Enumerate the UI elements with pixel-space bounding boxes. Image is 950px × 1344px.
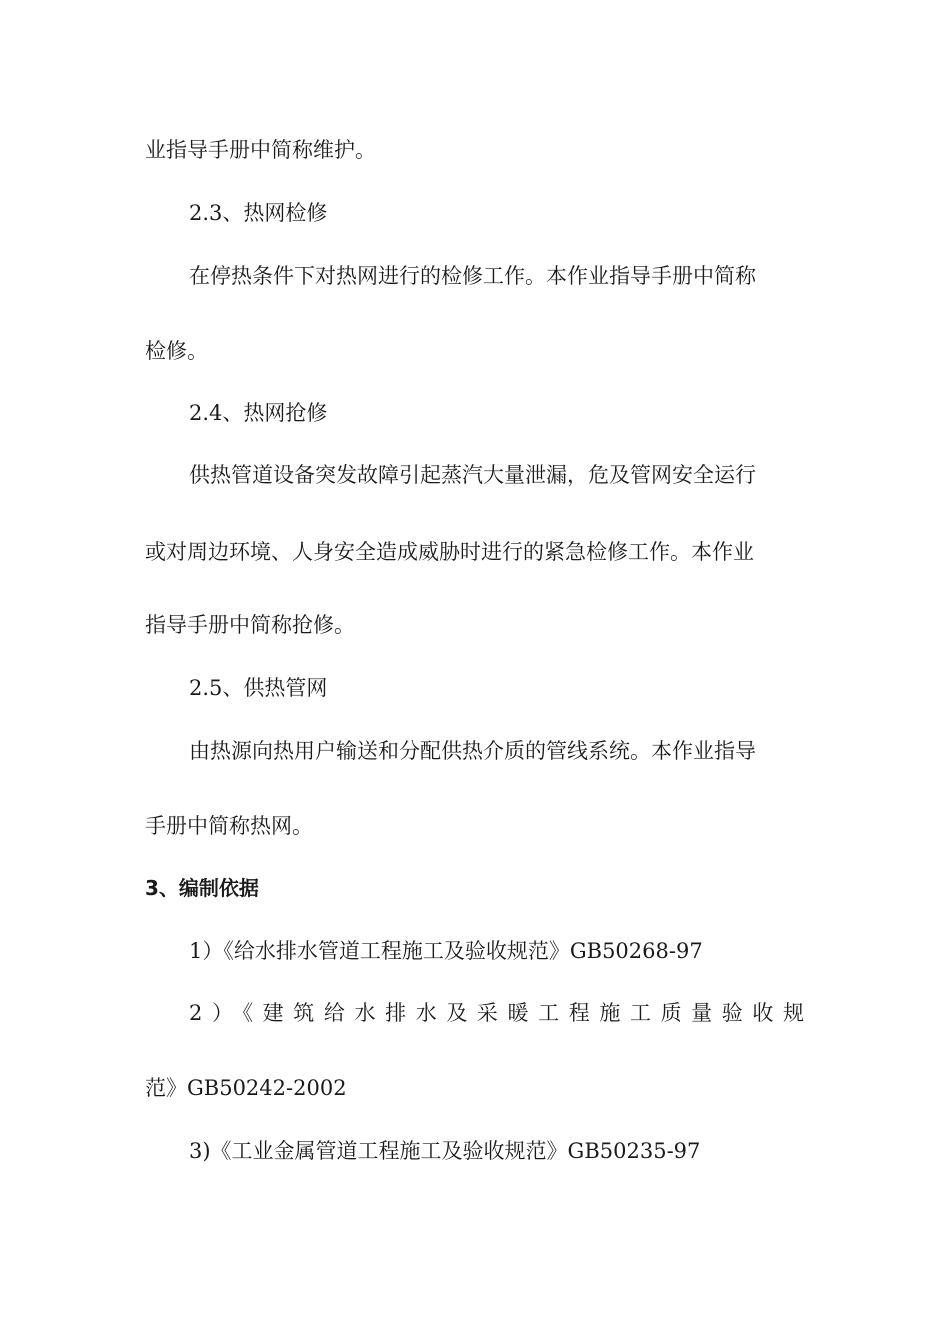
paragraph-line: 检修。 xyxy=(145,339,208,363)
reference-item-1: 1）《给水排水管道工程施工及验收规范》GB50268-97 xyxy=(189,939,703,963)
paragraph-line: 手册中简称热网。 xyxy=(145,814,313,838)
paragraph-line: 供热管道设备突发故障引起蒸汽大量泄漏，危及管网安全运行 xyxy=(189,463,756,487)
reference-item-2: 2）《建筑给水排水及采暖工程施工质量验收规 xyxy=(189,1001,804,1025)
section-heading-2-5: 2.5、供热管网 xyxy=(189,676,328,700)
section-heading-2-4: 2.4、热网抢修 xyxy=(189,401,328,425)
paragraph-line: 或对周边环境、人身安全造成威胁时进行的紧急检修工作。本作业 xyxy=(145,540,754,564)
paragraph-line: 在停热条件下对热网进行的检修工作。本作业指导手册中简称 xyxy=(189,264,756,288)
reference-item-3: 3)《工业金属管道工程施工及验收规范》GB50235-97 xyxy=(189,1139,701,1163)
section-heading-3: 3、编制依据 xyxy=(145,876,259,900)
section-heading-2-3: 2.3、热网检修 xyxy=(189,201,328,225)
paragraph-line: 指导手册中简称抢修。 xyxy=(145,613,355,637)
paragraph-line: 业指导手册中简称维护。 xyxy=(145,138,376,162)
paragraph-line: 由热源向热用户输送和分配供热介质的管线系统。本作业指导 xyxy=(189,739,756,763)
reference-item-2-continued: 范》GB50242-2002 xyxy=(145,1076,347,1100)
